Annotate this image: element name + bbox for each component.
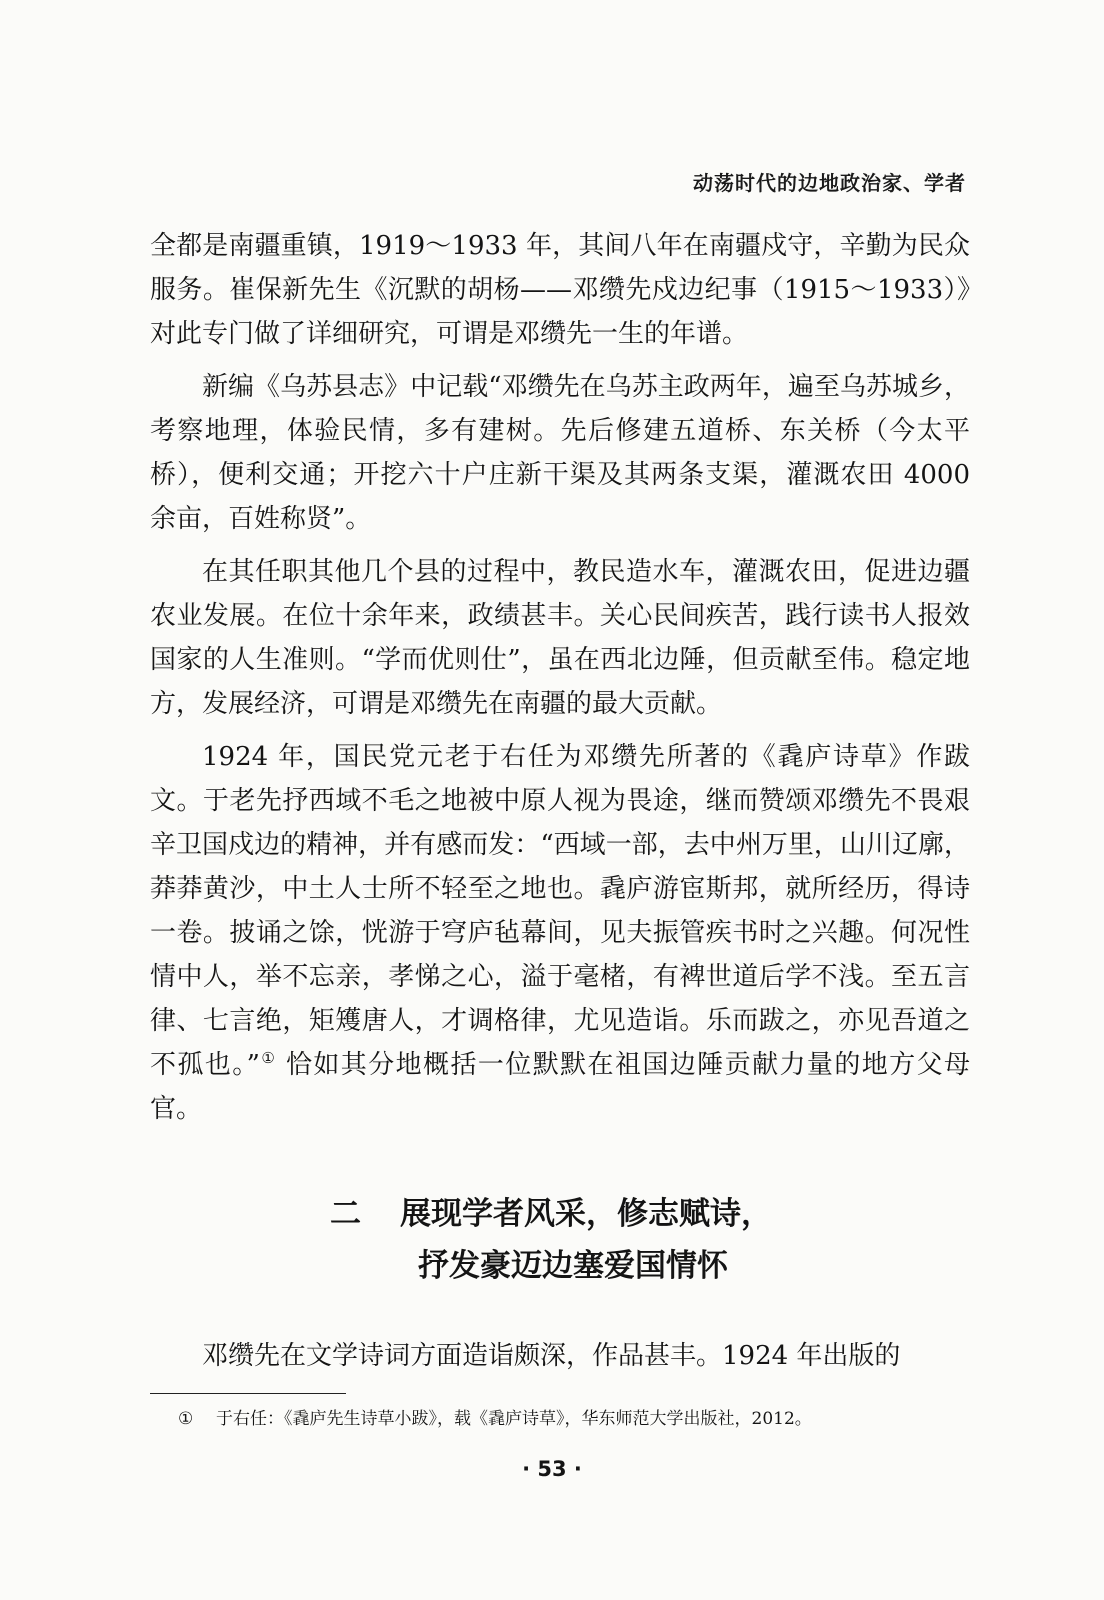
paragraph-4-tail: 恰如其分地概括一位默默在祖国边陲贡献力量的地方父母官。 [150,1050,970,1124]
page-number: · 53 · [522,1457,582,1481]
paragraph-3: 在其任职其他几个县的过程中，教民造水车，灌溉农田，促进边疆农业发展。在位十余年来，政绩甚丰。关心民间疾苦，践行读书人报效国家的人生准则。“学而优则仕”，虽在西北边陲，但贡献至伟。稳定地方，发展经济，可谓是邓缵先在南疆的最大贡献。 [150,557,970,719]
paragraph-5: 邓缵先在文学诗词方面造诣颇深，作品甚丰。1924 年出版的 [202,1341,901,1371]
running-header: 动荡时代的边地政治家、学者 [693,171,966,195]
footnote-text: 于右任：《毳庐先生诗草小跋》，载《毳庐诗草》，华东师范大学出版社，2012。 [216,1409,812,1429]
section-heading [150,1188,970,1292]
paragraph-4-quote: 1924 年，国民党元老于右任为邓缵先所著的《毳庐诗草》作跋文。于老先抒西域不毛之地被中原人视为畏途，继而赞颂邓缵先不畏艰辛卫国戍边的精神，并有感而发：“西域一部，去中州万里，山川辽廓，莽莽黄沙，中土人士所不轻至之地也。毳庐游宦斯邦，就所经历，得诗一卷。披诵之馀，恍游于穹庐毡幕间，见夫振管疾书时之兴趣。何况性情中人，举不忘亲，孝悌之心，溢于毫楮，有裨世道后学不浅。至五言律、七言绝，矩矱唐人，才调格律，尤见造诣。乐而跋之，亦见吾道之不孤也。” [150,742,970,1080]
footnote-mark: ① [178,1409,194,1429]
section-heading-line1 [150,1188,970,1240]
footnote-reference[interactable]: ① [259,1049,277,1067]
footnote-divider [150,1393,346,1394]
body-text [150,224,970,1140]
section-number: 二 [330,1196,361,1232]
paragraph-4 [150,735,970,1131]
section-title-line2: 抒发豪迈边塞爱国情怀 [418,1248,728,1284]
footnote [178,1407,812,1431]
paragraph-1: 全都是南疆重镇，1919～1933 年，其间八年在南疆戍守，辛勤为民众服务。崔保新先生《沉默的胡杨——邓缵先戍边纪事（1915～1933）》对此专门做了详细研究，可谓是邓缵先一生的年谱。 [150,231,970,349]
paragraph-2: 新编《乌苏县志》中记载“邓缵先在乌苏主政两年，遍至乌苏城乡，考察地理，体验民情，多有建树。先后修建五道桥、东关桥（今太平桥），便利交通；开挖六十户庄新干渠及其两条支渠，灌溉农田 4000 余亩，百姓称贤”。 [150,372,970,534]
section-title-line1: 展现学者风采，修志赋诗， [400,1196,772,1232]
